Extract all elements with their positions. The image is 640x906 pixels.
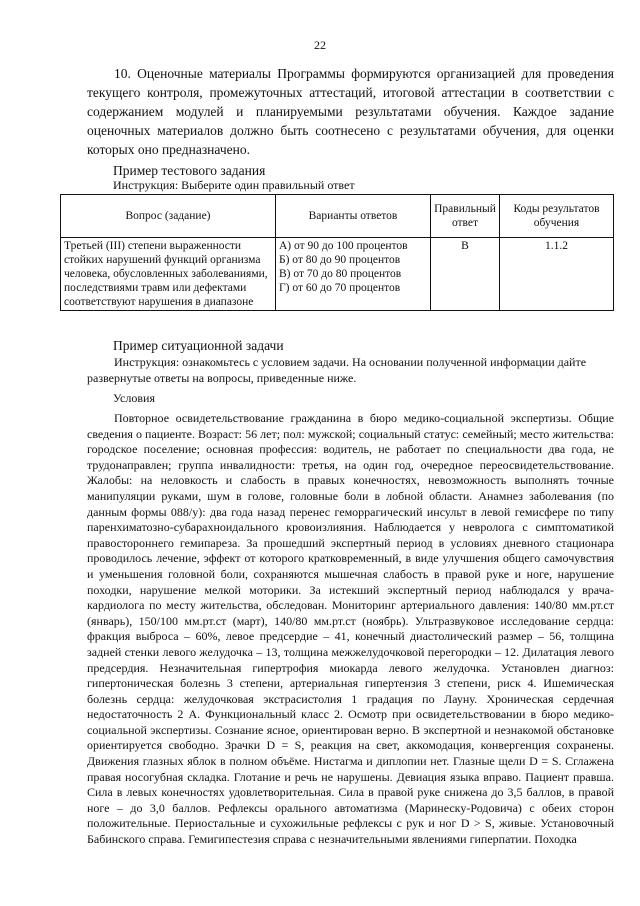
situational-instruction: Инструкция: ознакомьтесь с условием задачи. На основании полученной информации дайте развернутые ответы на вопросы, приведенные ниже.	[87, 355, 587, 385]
option-b: Б) от 80 до 90 процентов	[279, 254, 401, 266]
case-text: Повторное освидетельствование гражданина в бюро медико-социальной экспертизы. Общие сведения о пациенте. Возраст: 56 лет; пол: мужской; социальный статус: семейный; место жительства: городское поселение; основная профессия: водитель, не работает по специальности два года, не трудонаправлен; группа инвалидности: третья, на один год, очередное переосвидетельствование. Жалобы: на неловкость и слабость в правых конечностях, невозможность выполнять точные манипуляции руками, шум в голове, головные боли в лобной области. Анамнез заболевания (по данным формы 088/у): два года назад перенес геморрагический инсульт в левой гемисфере по типу паренхиматозно-субарахноидального кровоизлияния. Наблюдается у невролога с симптоматикой правостороннего гемипареза. За прошедший экспертный период в условиях дневного стационара проводилось лечение, эффект от которого кратковременный, в виде улучшения общего самочувствия и уменьшения головной боли, сохраняются мышечная слабость в правой руке и ноге, нарушение походки, нарушение мелкой моторики. За истекший экспертный период наблюдался у врача-кардиолога по месту жительства, обследован. Мониторинг артериального давления: 140/80 мм.рт.ст (январь), 150/100 мм.рт.ст (март), 140/80 мм.рт.ст (ноябрь). Ультразвуковое исследование сердца: фракция выброса – 60%, левое предсердие – 41, конечный диастолический размер – 56, толщина задней стенки левого желудочка – 13, толщина межжелудочковой перегородки – 12. Дилатация левого предсердия. Незначительная гипертрофия миокарда левого желудочка. Установлен диагноз: гипертоническая болезнь 3 степени, артериальная гипертензия 3 степени, риск 4. Ишемическая болезнь сердца: желудочковая экстрасистолия 1 градация по Лауну. Хроническая сердечная недостаточность 2 А. Функциональный класс 2. Осмотр при освидетельствовании в бюро медико-социальной экспертизы. Сознание ясное, ориентирован верно. В экспертной и незнакомой обстановке ориентируется свободно. Зрачки D = S, реакция на свет, аккомодация, конвергенция сохранены. Движения глазных яблок в полном объёме. Нистагма и диплопии нет. Глазные щели D = S. Сглажена правая носогубная складка. Глотание и речь не нарушены. Девиация языка вправо. Пациент правша. Сила в левых конечностях удовлетворительная. Сила в правой руке снижена до 3,5 баллов, в правой ноге – до 3,0 баллов. Рефлексы орального автоматизма (Маринеску-Родовича) с обеих сторон положительные. Периостальные и сухожильные рефлексы с рук и ног D > S, живые. Установочный Бабинского справа. Гемигипестезия справа с незначительными явлениями гиперпатии. Походка	[87, 411, 614, 847]
code-cell: 1.1.2	[500, 238, 614, 311]
table-row	[61, 238, 614, 311]
conditions-label: Условия	[113, 391, 155, 405]
options-cell	[276, 238, 431, 311]
header-correct: Правильный ответ	[431, 195, 500, 238]
header-question: Вопрос (задание)	[61, 195, 276, 238]
header-codes: Коды результатов обучения	[500, 195, 614, 238]
test-instruction: Инструкция: Выберите один правильный ответ	[113, 178, 355, 192]
header-options: Варианты ответов	[276, 195, 431, 238]
paragraph-10: 10. Оценочные материалы Программы формируются организацией для проведения текущего контроля, промежуточных аттестаций, итоговой аттестации в соответствии с содержанием модулей и планируемыми результатами обучения. Каждое задание оценочных материалов должно быть соотнесено с результатами обучения, для оценки которых оно предназначено.	[87, 66, 614, 157]
test-table	[60, 194, 614, 311]
option-d: Г) от 60 до 70 процентов	[279, 282, 401, 294]
table-header-row	[61, 195, 614, 238]
question-cell: Третьей (III) степени выраженности стойких нарушений функций организма человека, обусловленных заболеваниями, последствиями травм или дефектами соответствуют нарушения в диапазоне	[61, 238, 276, 311]
option-c: В) от 70 до 80 процентов	[279, 268, 402, 280]
correct-answer-cell: В	[431, 238, 500, 311]
test-example-heading: Пример тестового задания	[113, 163, 266, 178]
page-number: 22	[314, 38, 326, 52]
option-a: А) от 90 до 100 процентов	[279, 240, 408, 252]
situational-heading: Пример ситуационной задачи	[113, 338, 284, 353]
